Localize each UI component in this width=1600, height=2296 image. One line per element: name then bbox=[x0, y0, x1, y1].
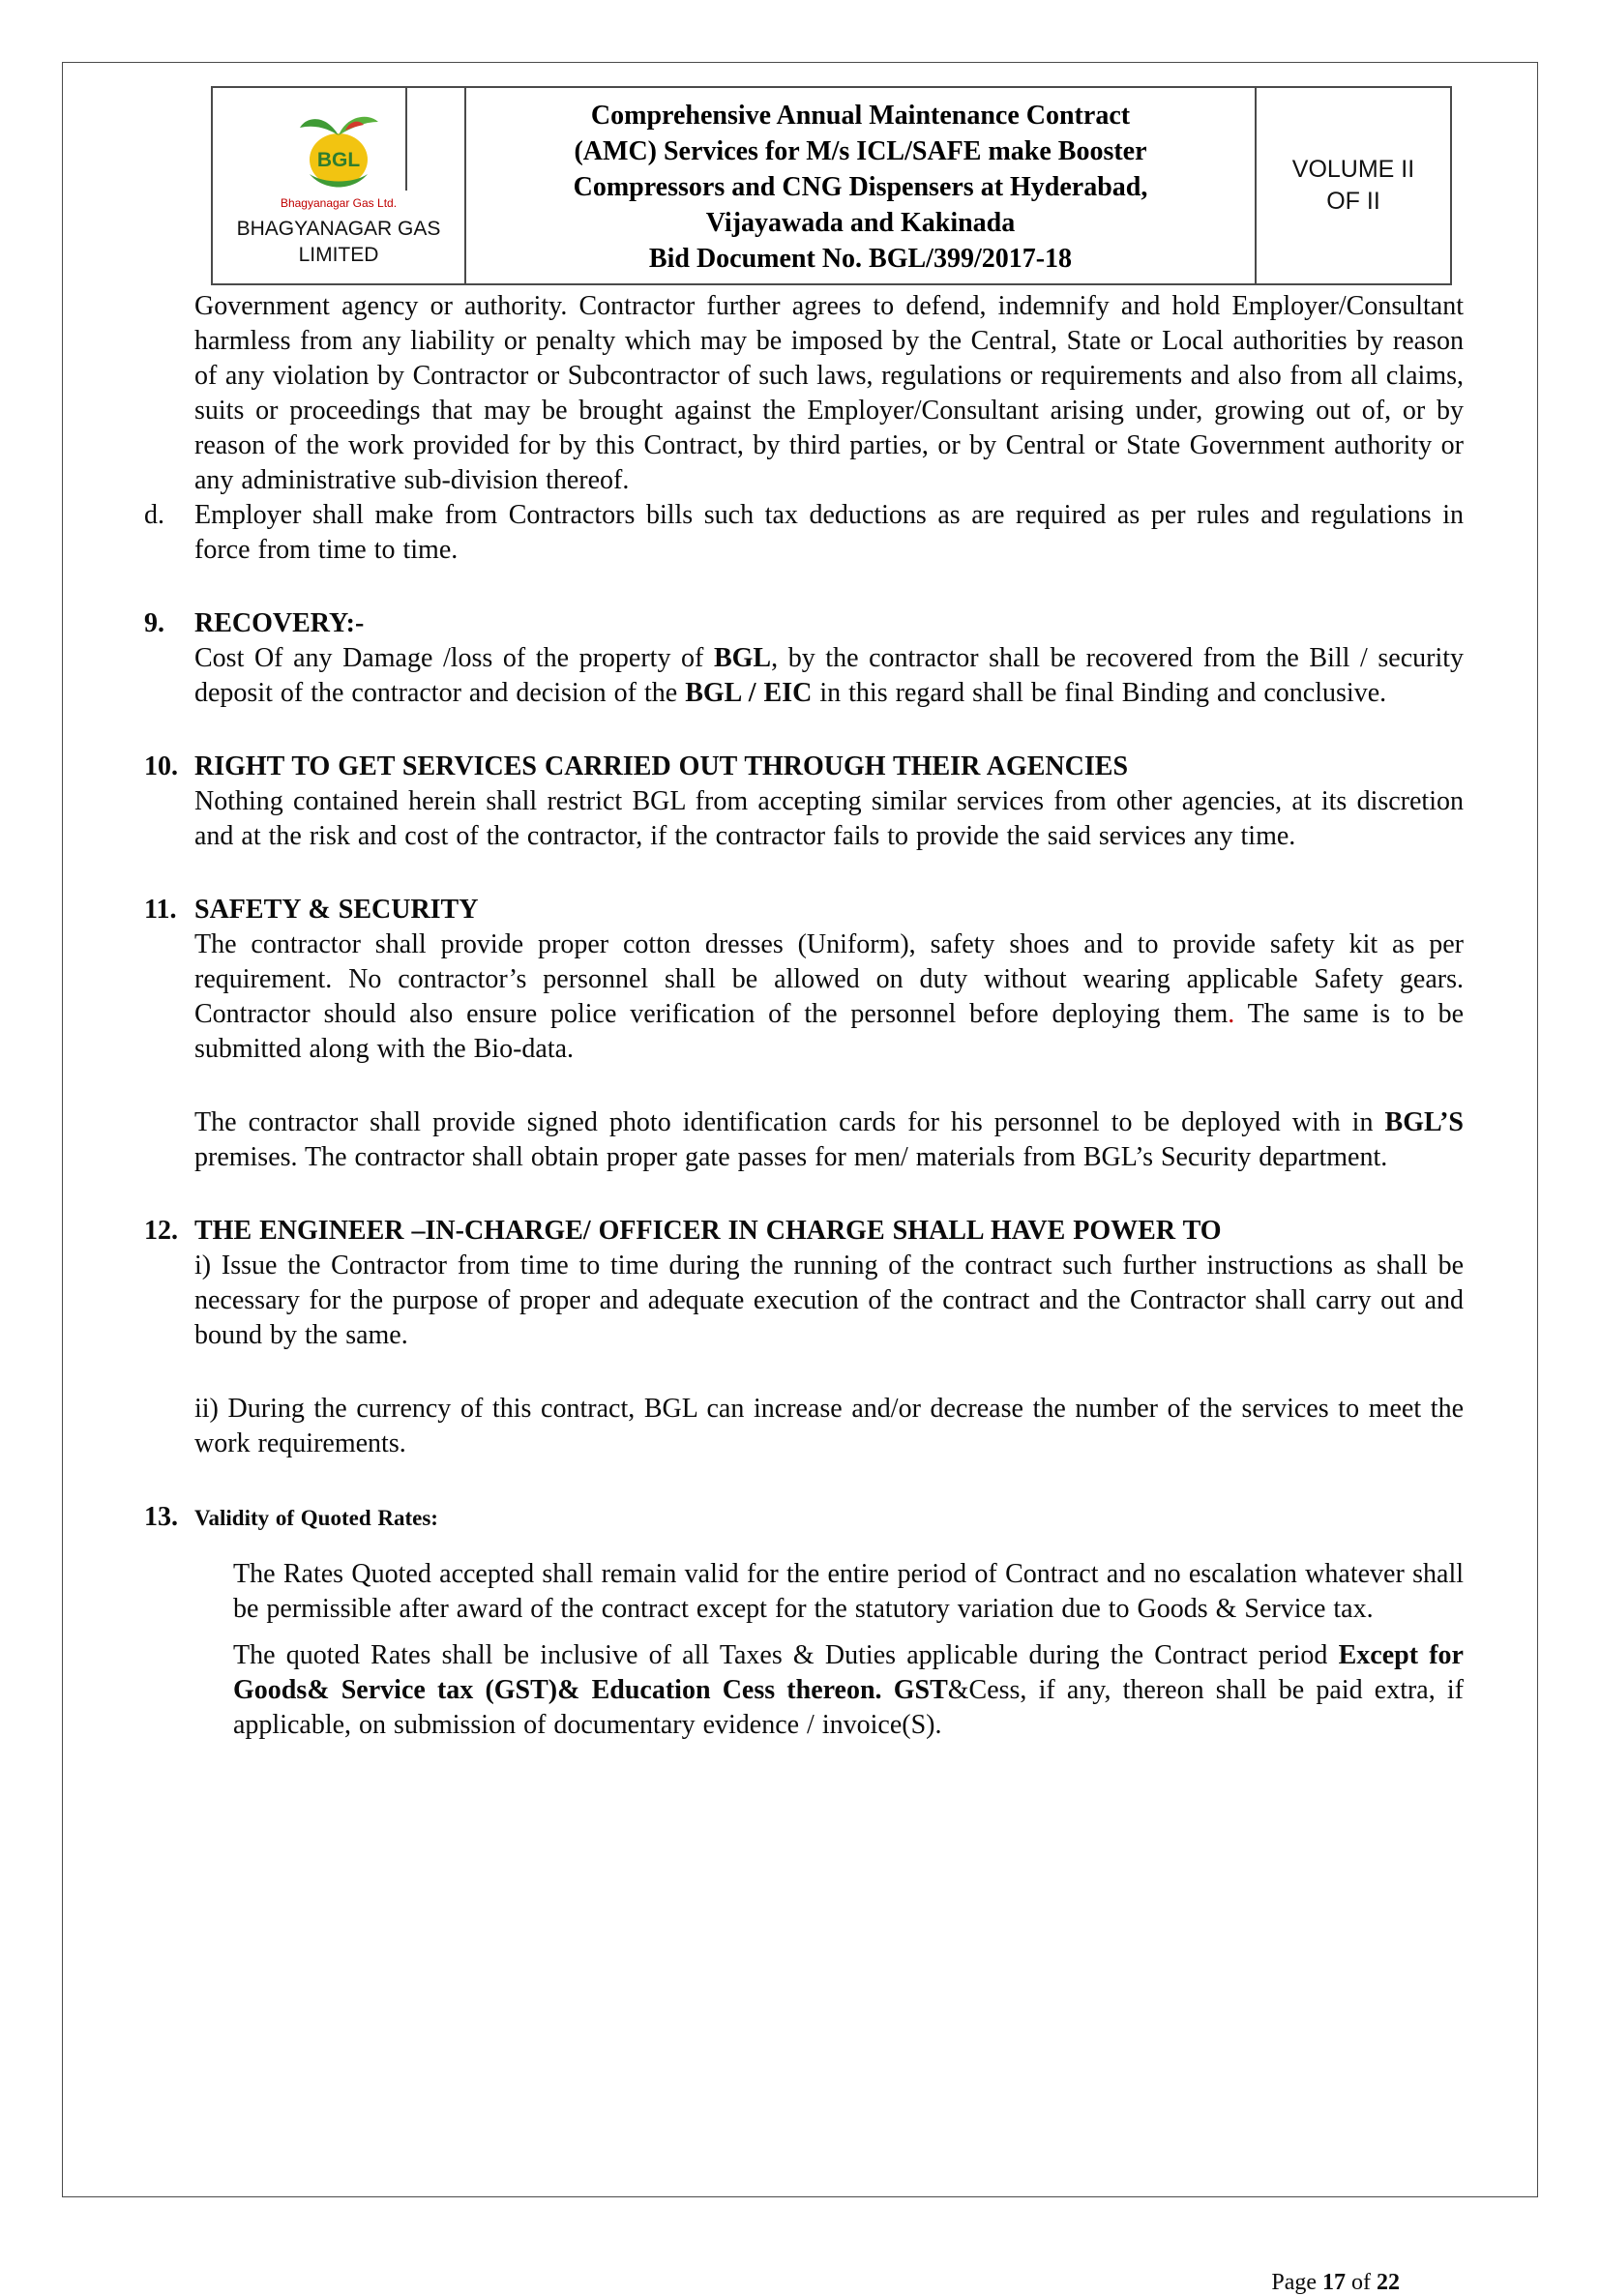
section-12-heading: THE ENGINEER –IN-CHARGE/ OFFICER IN CHARGE SHALL HAVE POWER TO bbox=[194, 1216, 1222, 1246]
title-line: (AMC) Services for M/s ICL/SAFE make Booster bbox=[574, 136, 1147, 166]
section-10 bbox=[144, 750, 1464, 854]
section-11-heading: SAFETY & SECURITY bbox=[194, 895, 479, 925]
section-12-paragraph-i: i) Issue the Contractor from time to time during the running of the contract such further instructions as shall be necessary for the purpose of proper and adequate execution of the contract and the Contractor shall carry out and bound by the same. bbox=[194, 1251, 1464, 1350]
document-title bbox=[466, 88, 1257, 283]
title-line: Vijayawada and Kakinada bbox=[705, 208, 1016, 238]
section-12-content bbox=[194, 1214, 1464, 1461]
section-11-content bbox=[194, 893, 1464, 1175]
company-name bbox=[237, 216, 441, 268]
section-9-content bbox=[194, 606, 1464, 711]
volume-line1: VOLUME II bbox=[1291, 156, 1415, 183]
page-border bbox=[62, 62, 1538, 2295]
section-9-heading: RECOVERY:- bbox=[194, 608, 365, 638]
item-d bbox=[144, 498, 1464, 568]
document-header bbox=[211, 86, 1452, 285]
logo-monogram: BGL bbox=[316, 148, 361, 171]
section-13-content bbox=[194, 1501, 1464, 1743]
section-13 bbox=[144, 1500, 1464, 1743]
document-body bbox=[144, 289, 1464, 1743]
text-run: . bbox=[1228, 999, 1235, 1029]
text-run: , by the contractor shall be recovered from the Bill / security deposit of the contractor and decision of the bbox=[194, 643, 1465, 708]
section-13-paragraph-2 bbox=[233, 1638, 1464, 1743]
text-run: of bbox=[1346, 2270, 1377, 2295]
company-name-line2: LIMITED bbox=[298, 243, 379, 266]
section-10-paragraph: Nothing contained herein shall restrict BGL from accepting similar services from other agencies, at its discretion and at the risk and cost of the contractor, if the contractor fails to provide the said services any time. bbox=[194, 786, 1464, 851]
section-12-number: 12. bbox=[144, 1216, 178, 1246]
item-d-text: Employer shall make from Contractors bills such tax deductions as are required as per rules and regulations in force from time to time. bbox=[194, 500, 1464, 565]
section-13-number: 13. bbox=[144, 1502, 178, 1532]
logo-caption: Bhagyanagar Gas Ltd. bbox=[280, 195, 398, 210]
volume-cell bbox=[1257, 88, 1450, 283]
text-run: premises. The contractor shall obtain proper gate passes for men/ materials from BGL’s Security department. bbox=[194, 1142, 1388, 1172]
title-line: Compressors and CNG Dispensers at Hyderabad, bbox=[573, 172, 1148, 202]
text-run: Except for Goods& Service tax (GST)& Education Cess thereon. GST bbox=[233, 1640, 1464, 1705]
text-run: Cost Of any Damage /loss of the property of bbox=[194, 643, 714, 673]
section-12 bbox=[144, 1214, 1464, 1461]
page-footer bbox=[1271, 2270, 1400, 2296]
section-10-number: 10. bbox=[144, 751, 178, 781]
section-11 bbox=[144, 893, 1464, 1175]
text-run: The contractor shall provide proper cotton dresses (Uniform), safety shoes and to provide safety kit as per requirement. No contractor’s personnel shall be allowed on duty without wearing applicable Safety gears. Contractor should also ensure police verification of the personnel before deploying them bbox=[194, 929, 1464, 1029]
section-10-heading: RIGHT TO GET SERVICES CARRIED OUT THROUGH THEIR AGENCIES bbox=[194, 751, 1129, 781]
text-run: 17 bbox=[1322, 2270, 1346, 2295]
section-13-heading: Validity of Quoted Rates: bbox=[194, 1506, 438, 1530]
section-13-paragraph-1: The Rates Quoted accepted shall remain valid for the entire period of Contract and no escalation whatever shall be permissible after award of the contract except for the statutory variation due to Goods & Service tax. bbox=[233, 1559, 1464, 1624]
section-9-paragraph bbox=[194, 641, 1464, 711]
text-run: in this regard shall be final Binding and conclusive. bbox=[812, 678, 1387, 708]
text-run: 22 bbox=[1377, 2270, 1400, 2295]
logo-cell bbox=[213, 88, 466, 283]
text-run: The quoted Rates shall be inclusive of all Taxes & Duties applicable during the Contract period bbox=[233, 1640, 1339, 1670]
item-d-label: d. bbox=[144, 500, 164, 530]
company-name-line1: BHAGYANAGAR GAS bbox=[236, 217, 441, 240]
section-9-number: 9. bbox=[144, 608, 164, 638]
volume-line2: OF II bbox=[1326, 188, 1380, 215]
section-11-number: 11. bbox=[144, 895, 177, 925]
text-run: BGL / EIC bbox=[685, 678, 813, 708]
text-run: BGL bbox=[713, 643, 772, 673]
text-run: The contractor shall provide signed photo identification cards for his personnel to be deployed with in bbox=[194, 1107, 1385, 1137]
section-11-paragraph-1 bbox=[194, 927, 1464, 1067]
bgl-logo-icon bbox=[285, 104, 392, 197]
section-10-content bbox=[194, 750, 1464, 854]
bid-document-number: Bid Document No. BGL/399/2017-18 bbox=[648, 244, 1073, 274]
text-run: &Cess, if any, thereon shall be paid extra, if applicable, on submission of documentary evidence / invoice(S). bbox=[233, 1675, 1464, 1740]
section-9 bbox=[144, 606, 1464, 711]
text-run: The same is to be submitted along with the Bio-data. bbox=[194, 999, 1464, 1064]
title-line: Comprehensive Annual Maintenance Contract bbox=[590, 101, 1131, 131]
header-divider bbox=[405, 88, 407, 191]
section-12-paragraph-ii: ii) During the currency of this contract, BGL can increase and/or decrease the number of the services to meet the work requirements. bbox=[194, 1394, 1464, 1458]
section-11-paragraph-2 bbox=[194, 1105, 1464, 1175]
intro-paragraph: Government agency or authority. Contractor further agrees to defend, indemnify and hold Employer/Consultant harmless from any liability or penalty which may be imposed by the Central, State or Local authorities by reason of any violation by Contractor or Subcontractor of such laws, regulations or requirements and also from all claims, suits or proceedings that may be brought against the Employer/Consultant arising under, growing out of, or by reason of the work provided for by this Contract, by third parties, or by Central or State Government authority or any administrative sub-division thereof. bbox=[194, 291, 1464, 495]
text-run: Page bbox=[1271, 2270, 1322, 2295]
text-run: BGL’S bbox=[1384, 1107, 1464, 1137]
